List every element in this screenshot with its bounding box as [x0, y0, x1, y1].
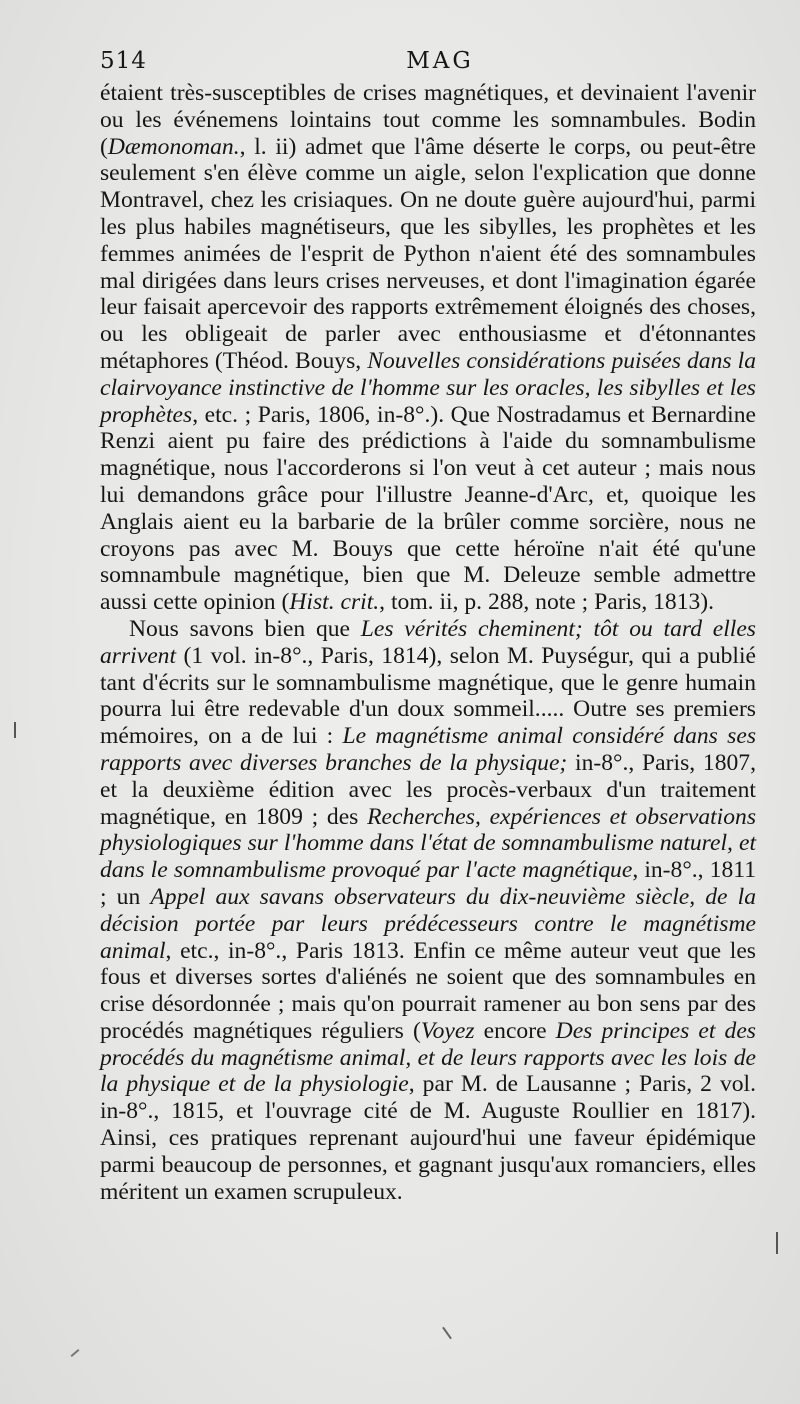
p2-text-4: , in-8°., 1811 ; un — [100, 857, 756, 910]
p1-text-4: , tom. ii, p. 288, note ; Paris, 1813). — [379, 589, 715, 616]
margin-mark-left — [14, 722, 16, 738]
p2-italic-6: Des principes et des procédés du magnétisme animal, et de leurs rapports avec les lois de la physique et de la physiologie — [100, 1017, 756, 1098]
p2-text-5: , etc., in-8°., Paris 1813. Enfin ce même auteur veut que les fous et diverses sortes d'aliénés ne soient que des somnambules en crise désordonnée ; mais qu'on pourrait ramener au bon sens par des procédés magnétiques réguliers ( — [100, 937, 756, 1044]
p2-text-3: in-8°., Paris, 1807, et la deuxième édition avec les procès-verbaux d'un traitement magnétique, en 1809 ; des — [100, 749, 757, 830]
paragraph-2 — [100, 616, 756, 1206]
p2-text-1: Nous savons bien que — [129, 615, 361, 642]
page-header — [100, 48, 756, 80]
p2-text-6: encore — [474, 1017, 556, 1044]
p2-text-7: , par M. de Lausanne ; Paris, 2 vol. in-8°., 1815, et l'ouvrage cité de M. Auguste Roullier en 1817). Ainsi, ces pratiques reprenant aujourd'hui une faveur épidémique parmi beaucoup de personnes, et gagnant jusqu'aux romanciers, elles méritent un examen scrupuleux. — [100, 1071, 756, 1205]
stray-mark-corner — [71, 1349, 80, 1357]
p2-text-2: (1 vol. in-8°., Paris, 1814), selon M. Puységur, qui a publié tant d'écrits sur le somnambulisme magnétique, que le genre humain pourra lui être redevable d'un doux sommeil..... Outre ses premiers mémoires, on a de lui : — [100, 642, 756, 750]
p1-italic-3: Hist. crit. — [289, 589, 380, 616]
page-number: 514 — [100, 48, 147, 74]
body-text — [100, 80, 756, 1205]
p2-italic-2: Le magnétisme animal considéré dans ses rapports avec diverses branches de la physique; — [100, 723, 756, 776]
p1-text-2: , l. ii) admet que l'âme déserte le corps, ou peut-être seulement s'en élève comme un aigle, selon l'explication que donne Montravel, chez les crisiaques. On ne doute guère aujourd'hui, parmi les plus habiles magnétiseurs, que les sibylles, les prophètes et les femmes animées de l'esprit de Python n'aient été des somnambules mal dirigées dans leurs crises nerveuses, et dont l'imagination égarée leur faisait apercevoir des rapports extrêmement éloignés des choses, ou les obligeait de parler avec enthousiasme et d'étonnantes métaphores (Théod. Bouys, — [100, 133, 756, 374]
p2-italic-1: Les vérités cheminent; tôt ou tard elles arrivent — [100, 615, 756, 669]
p2-italic-4: Appel aux savans observateurs du dix-neuvième siècle, de la décision portée par leurs prédécesseurs contre le magnétisme animal — [100, 883, 756, 964]
stray-mark-bottom — [442, 1327, 452, 1340]
p2-italic-5: Voyez — [420, 1017, 475, 1044]
p1-italic-1: Dæmonoman. — [107, 133, 240, 160]
running-head: MAG — [406, 48, 474, 74]
margin-mark-right — [776, 1232, 778, 1254]
p1-italic-2: Nouvelles considérations puisées dans la clairvoyance instinctive de l'homme sur les oracles, les sibylles et les prophètes — [100, 347, 757, 428]
paragraph-1 — [100, 80, 756, 616]
p1-text-3: , etc. ; Paris, 1806, in-8°.). Que Nostradamus et Bernardine Renzi aient pu faire des prédictions à l'aide du somnambulisme magnétique, nous l'accorderons si l'on veut à cet auteur ; mais nous lui demandons grâce pour l'illustre Jeanne-d'Arc, et, quoique les Anglais aient eu la barbarie de la brûler comme sorcière, nous ne croyons pas avec M. Bouys que cette héroïne n'ait été qu'une somnambule magnétique, bien que M. Deleuze semble admettre aussi cette opinion ( — [100, 401, 756, 616]
p1-text-1: étaient très-susceptibles de crises magnétiques, et devinaient l'avenir ou les événemens lointains tout comme les somnambules. Bodin ( — [100, 80, 756, 160]
p2-italic-3: Recherches, expériences et observations physiologiques sur l'homme dans l'état de somnambulisme naturel, et dans le somnambulisme provoqué par l'acte magnétique — [100, 803, 756, 884]
